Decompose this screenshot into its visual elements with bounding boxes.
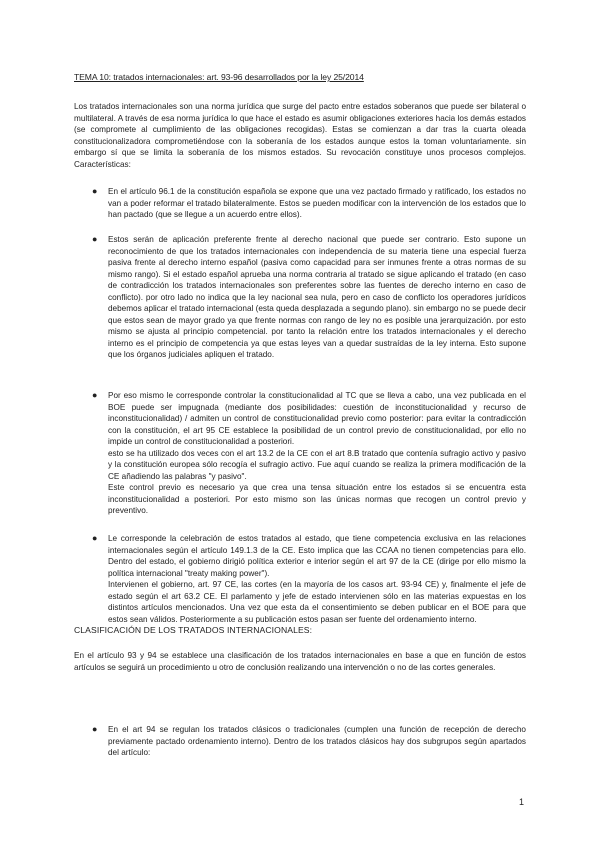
bullet-paragraph: esto se ha utilizado dos veces con el art 13.2 de la CE con el art 8.B tratado que contenía sufragio activo y pasivo y la constitución europea sólo recogía el sufragio activo. Fue aquí cuando se realiza la primera modificación de la CE añadiendo las palabras "y pasivo". xyxy=(108,448,526,481)
bullet-paragraph: Por eso mismo le corresponde controlar la constitucionalidad al TC que se lleva a cabo, una vez publicada en el BOE puede ser impugnada (mediante dos posibilidades: cuestión de inconstitucionalidad y recurso de inconstitucionalidad) / admiten un control de constitucionalidad previo como posterior: para evitar la contradicción con la constitución, el art 95 CE establece la posibilidad de un control previo de constitucionalidad, por ello no impide un control de constitucionalidad a posteriori. xyxy=(108,391,526,446)
bullet-text xyxy=(108,533,526,625)
bullet-icon: ● xyxy=(92,186,98,196)
bullet-paragraph: Intervienen el gobierno, art. 97 CE, las cortes (en la mayoría de los casos art. 93-94 CE) y, finalmente el jefe de estado según el art 63.2 CE. El parlamento y jefe de estado intervienen sólo en las materias expuestas en los distintos artículos mencionados. Una vez que esta da el consentimiento se deben publicar en el BOE para que estos sean válidos. Posteriormente a su publicación estos pasan ser fuente del ordenamiento interno. xyxy=(108,580,526,624)
bullet-paragraph: Le corresponde la celebración de estos tratados al estado, que tiene competencia exclusiva en las relaciones internacionales según el artículo 149.1.3 de la CE. Esto implica que las CCAA no tienen competencias para ello. Dentro del estado, el gobierno dirigió política exterior e interior según el art 97 de la CE (dirige por ello mismo la política internacional "treaty making power"). xyxy=(108,534,526,578)
section-paragraph: En el artículo 93 y 94 se establece una clasificación de los tratados internacionales en base a que en función de estos artículos se seguirá un procedimiento u otro de conclusión realizando una intervención o no de las cortes generales. xyxy=(74,651,526,672)
bullet-text xyxy=(108,390,526,517)
bullet-paragraph: En el art 94 se regulan los tratados clásicos o tradicionales (cumplen una función de recepción de derecho previamente pactado ordenamiento interno). Dentro de los tratados clásicos hay dos subgrupos según apartados del artículo: xyxy=(108,725,526,757)
bullet-icon: ● xyxy=(92,390,98,400)
bullet-icon: ● xyxy=(92,724,98,734)
bullet-paragraph: En el artículo 96.1 de la constitución española se expone que una vez pactado firmado y ratificado, los estados no van a poder reformar el tratado bilateralmente. Estos se pueden modificar con la intervención de los estados que lo han pactado (que se llegue a un acuerdo entre ellos). xyxy=(108,187,526,219)
intro-paragraph: Los tratados internacionales son una norma jurídica que surge del pacto entre estados soberanos que puede ser bilateral o multilateral. A través de esa norma jurídica lo que hace el estado es asumir obligaciones exteriores hacia los demás estados (se compromete al cumplimiento de las obligaciones recogidas). Estas se comienzan a dar tras la cuarta oleada constitucionalizadora comprometiéndose con la soberanía de los estados aunque estos la toman voluntariamente. sin embargo sí que se limita la soberanía de los mismos estados. Su revocación constituye unos procesos complejos. Características: xyxy=(74,102,526,169)
bullet-paragraph: Este control previo es necesario ya que crea una tensa situación entre los estados si se encuentra esta inconstitucionalidad a posteriori. Por esto mismo son las únicas normas que recogen un control previo y preventivo. xyxy=(108,483,526,515)
bullet-text xyxy=(108,724,526,759)
bullet-text xyxy=(108,186,526,221)
document-title: TEMA 10: tratados internacionales: art. 93-96 desarrollados por la ley 25/2014 xyxy=(74,72,364,82)
bullet-paragraph: Estos serán de aplicación preferente frente al derecho nacional que puede ser contrario. Esto supone un reconocimiento de que los tratados internacionales con independencia de su materia tiene una especial fuerza pasiva frente al derecho interno español (pasiva como capacidad para ser inmunes frente a otras normas de su mismo rango). Si el estado español aprueba una norma contraria al tratado se sigue aplicando el tratado (en caso de contradicción los tratados internacionales son preferentes sobre las fuentes de derecho interno en caso de conflicto). por otro lado no indica que la ley nacional sea nula, pero en caso de conflicto los operadores jurídicos debemos aplicar el tratado internacional (esta queda desplazada a segundo plano). sin embargo no se puede decir que estos sean de mayor grado ya que frente normas con rango de ley no es posible una jerarquización. por esto mismo se ajusta al principio competencial. por tanto la relación entre los tratados internacionales y el derecho interno es el principio de competencia ya que estas leyes van a quedar sustraídas de la ley interna. Esto supone que los órganos judiciales apliquen el tratado. xyxy=(108,235,526,359)
page-number: 1 xyxy=(519,797,525,807)
bullet-text xyxy=(108,234,526,361)
section-heading: CLASIFICACIÓN DE LOS TRATADOS INTERNACIONALES: xyxy=(74,625,313,635)
bullet-icon: ● xyxy=(92,234,98,244)
bullet-icon: ● xyxy=(92,533,98,543)
